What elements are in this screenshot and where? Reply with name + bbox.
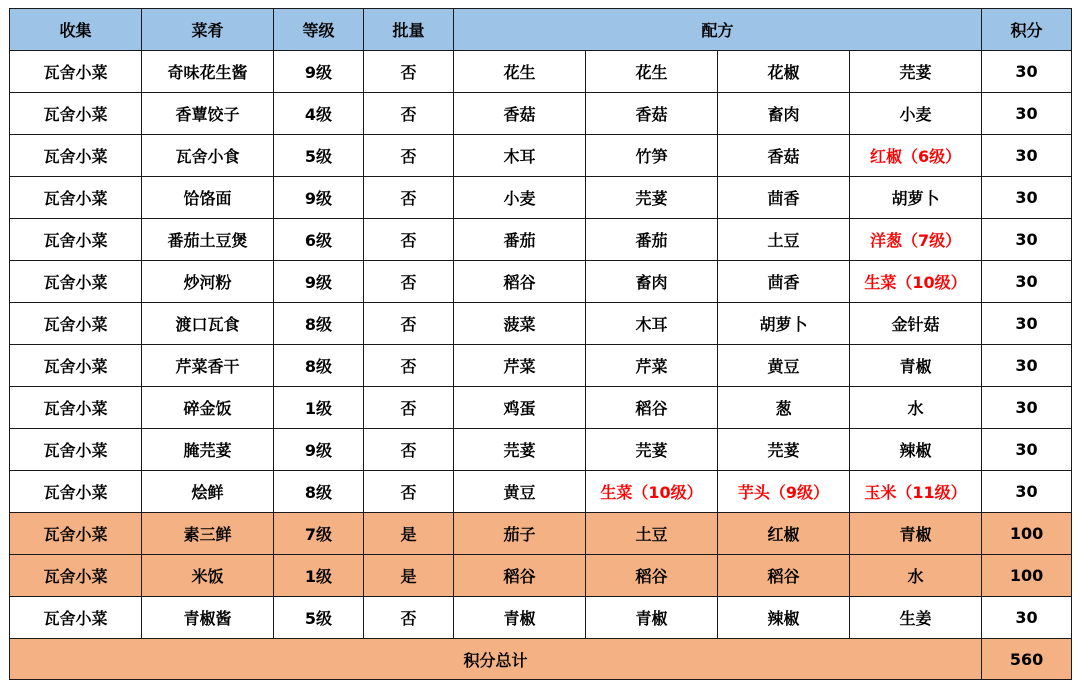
dish-cell: 番茄土豆煲 [142,219,274,261]
collect-cell: 瓦舍小菜 [10,387,142,429]
header-batch: 批量 [364,9,454,51]
batch-cell: 否 [364,219,454,261]
level-cell: 5级 [274,597,364,639]
batch-cell: 否 [364,597,454,639]
level-cell: 9级 [274,177,364,219]
dish-cell: 奇味花生酱 [142,51,274,93]
table-row [10,135,1072,177]
table-row [10,219,1072,261]
batch-cell: 是 [364,513,454,555]
table-row [10,261,1072,303]
dish-cell: 青椒酱 [142,597,274,639]
level-cell: 8级 [274,345,364,387]
batch-cell: 否 [364,429,454,471]
ingredient-cell: 芫荽 [586,429,718,471]
level-cell: 8级 [274,303,364,345]
ingredient-cell: 小麦 [850,93,982,135]
collect-cell: 瓦舍小菜 [10,471,142,513]
ingredient-cell: 香菇 [718,135,850,177]
points-cell: 30 [982,345,1072,387]
ingredient-cell: 稻谷 [454,261,586,303]
batch-cell: 否 [364,387,454,429]
points-cell: 100 [982,555,1072,597]
ingredient-cell: 番茄 [586,219,718,261]
table-row [10,387,1072,429]
ingredient-cell: 葱 [718,387,850,429]
dish-cell: 饸饹面 [142,177,274,219]
points-cell: 30 [982,429,1072,471]
ingredient-cell: 青椒 [454,597,586,639]
batch-cell: 否 [364,135,454,177]
batch-cell: 否 [364,471,454,513]
batch-cell: 否 [364,345,454,387]
header-recipe: 配方 [454,9,982,51]
level-cell: 9级 [274,51,364,93]
total-label: 积分总计 [10,639,982,680]
table-row [10,597,1072,639]
ingredient-cell: 芹菜 [586,345,718,387]
level-cell: 8级 [274,471,364,513]
table-row [10,303,1072,345]
points-cell: 100 [982,513,1072,555]
ingredient-cell: 稻谷 [586,387,718,429]
ingredient-cell: 生姜 [850,597,982,639]
ingredient-cell: 鸡蛋 [454,387,586,429]
ingredient-cell: 黄豆 [454,471,586,513]
points-cell: 30 [982,387,1072,429]
ingredient-cell: 金针菇 [850,303,982,345]
level-cell: 9级 [274,261,364,303]
header-points: 积分 [982,9,1072,51]
dish-cell: 香蕈饺子 [142,93,274,135]
ingredient-cell: 青椒 [586,597,718,639]
ingredient-cell: 花生 [454,51,586,93]
header-collect: 收集 [10,9,142,51]
table-row [10,471,1072,513]
points-cell: 30 [982,219,1072,261]
batch-cell: 否 [364,303,454,345]
ingredient-cell: 辣椒 [850,429,982,471]
level-cell: 1级 [274,555,364,597]
ingredient-cell: 稻谷 [454,555,586,597]
ingredient-cell: 芫荽 [586,177,718,219]
level-cell: 9级 [274,429,364,471]
ingredient-cell: 生菜（10级） [586,471,718,513]
ingredient-cell: 茄子 [454,513,586,555]
collect-cell: 瓦舍小菜 [10,555,142,597]
dish-cell: 瓦舍小食 [142,135,274,177]
dish-cell: 米饭 [142,555,274,597]
dish-cell: 碎金饭 [142,387,274,429]
ingredient-cell: 番茄 [454,219,586,261]
collect-cell: 瓦舍小菜 [10,177,142,219]
total-value: 560 [982,639,1072,680]
collect-cell: 瓦舍小菜 [10,303,142,345]
points-cell: 30 [982,303,1072,345]
ingredient-cell: 红椒 [718,513,850,555]
collect-cell: 瓦舍小菜 [10,261,142,303]
ingredient-cell: 茴香 [718,177,850,219]
ingredient-cell: 水 [850,387,982,429]
table-row [10,429,1072,471]
table-row [10,555,1072,597]
ingredient-cell: 红椒（6级） [850,135,982,177]
table-row [10,513,1072,555]
points-cell: 30 [982,261,1072,303]
points-cell: 30 [982,51,1072,93]
level-cell: 1级 [274,387,364,429]
ingredient-cell: 稻谷 [586,555,718,597]
header-level: 等级 [274,9,364,51]
ingredient-cell: 胡萝卜 [718,303,850,345]
ingredient-cell: 竹笋 [586,135,718,177]
batch-cell: 否 [364,261,454,303]
recipe-table [9,8,1072,680]
ingredient-cell: 玉米（11级） [850,471,982,513]
ingredient-cell: 花生 [586,51,718,93]
batch-cell: 否 [364,51,454,93]
ingredient-cell: 辣椒 [718,597,850,639]
collect-cell: 瓦舍小菜 [10,345,142,387]
ingredient-cell: 畜肉 [718,93,850,135]
table-body [10,51,1072,639]
ingredient-cell: 土豆 [586,513,718,555]
ingredient-cell: 畜肉 [586,261,718,303]
points-cell: 30 [982,471,1072,513]
collect-cell: 瓦舍小菜 [10,51,142,93]
ingredient-cell: 芫荽 [718,429,850,471]
dish-cell: 烩鲜 [142,471,274,513]
ingredient-cell: 青椒 [850,513,982,555]
collect-cell: 瓦舍小菜 [10,513,142,555]
ingredient-cell: 茴香 [718,261,850,303]
ingredient-cell: 洋葱（7级） [850,219,982,261]
ingredient-cell: 芹菜 [454,345,586,387]
collect-cell: 瓦舍小菜 [10,429,142,471]
points-cell: 30 [982,177,1072,219]
dish-cell: 芹菜香干 [142,345,274,387]
ingredient-cell: 花椒 [718,51,850,93]
ingredient-cell: 香菇 [454,93,586,135]
ingredient-cell: 稻谷 [718,555,850,597]
level-cell: 6级 [274,219,364,261]
dish-cell: 素三鲜 [142,513,274,555]
dish-cell: 腌芫荽 [142,429,274,471]
level-cell: 7级 [274,513,364,555]
collect-cell: 瓦舍小菜 [10,597,142,639]
ingredient-cell: 黄豆 [718,345,850,387]
ingredient-cell: 胡萝卜 [850,177,982,219]
points-cell: 30 [982,135,1072,177]
ingredient-cell: 芫荽 [454,429,586,471]
ingredient-cell: 木耳 [586,303,718,345]
ingredient-cell: 水 [850,555,982,597]
level-cell: 5级 [274,135,364,177]
ingredient-cell: 木耳 [454,135,586,177]
dish-cell: 炒河粉 [142,261,274,303]
ingredient-cell: 土豆 [718,219,850,261]
dish-cell: 渡口瓦食 [142,303,274,345]
table-row [10,177,1072,219]
recipe-table-container [9,8,1072,680]
ingredient-cell: 菠菜 [454,303,586,345]
table-row [10,51,1072,93]
header-row [10,9,1072,51]
batch-cell: 否 [364,93,454,135]
ingredient-cell: 芋头（9级） [718,471,850,513]
level-cell: 4级 [274,93,364,135]
table-row [10,345,1072,387]
total-row [10,639,1072,680]
header-dish: 菜肴 [142,9,274,51]
ingredient-cell: 生菜（10级） [850,261,982,303]
table-row [10,93,1072,135]
points-cell: 30 [982,597,1072,639]
collect-cell: 瓦舍小菜 [10,219,142,261]
ingredient-cell: 青椒 [850,345,982,387]
ingredient-cell: 香菇 [586,93,718,135]
collect-cell: 瓦舍小菜 [10,135,142,177]
ingredient-cell: 小麦 [454,177,586,219]
ingredient-cell: 芫荽 [850,51,982,93]
points-cell: 30 [982,93,1072,135]
collect-cell: 瓦舍小菜 [10,93,142,135]
batch-cell: 是 [364,555,454,597]
batch-cell: 否 [364,177,454,219]
